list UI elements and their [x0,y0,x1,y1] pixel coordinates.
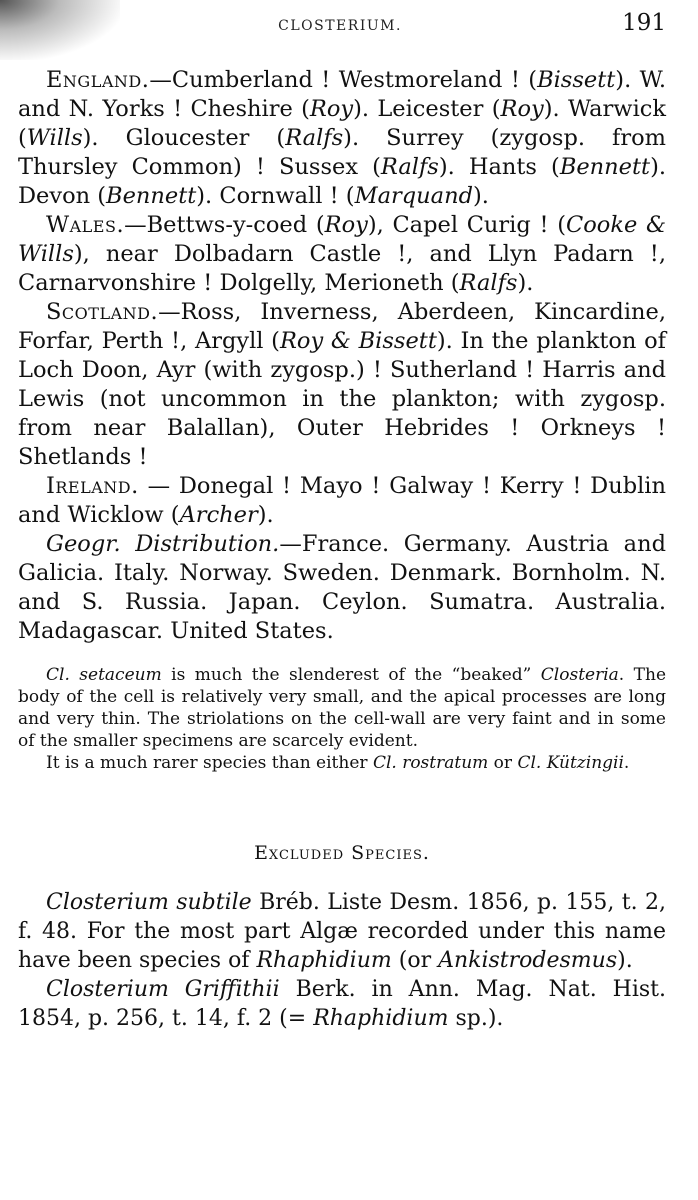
authority-roy: Roy [500,96,544,122]
entry-text: ). [617,948,633,973]
england-text: ). Hants ( [438,154,560,180]
england-text: —Cumberland ! Westmoreland ! ( [149,67,538,93]
scotland-text: —Ross, Inverness, Aberdeen, Kincardine, Forfar, Perth !, Argyll ( [18,299,666,354]
wales-paragraph [18,211,666,298]
distribution-section [18,66,666,646]
wales-text: ), near Dolbadarn Castle !, and Llyn Padarn !, Carnarvonshire ! Dolgelly, Merioneth ( [18,241,666,296]
species-name: Closterium subtile [46,890,252,915]
section-heading: Excluded Species. [254,842,430,864]
species-name: Closterium Griffithii [46,977,280,1002]
ireland-text: ). [257,502,274,528]
wales-label: Wales. [46,212,125,238]
england-text: ). [472,183,489,209]
england-text: ). Devon ( [18,154,666,209]
england-label: England. [46,67,150,93]
genus-name: Ankistrodesmus [438,948,618,973]
authority-roy-bissett: Roy & Bissett [279,328,437,354]
excluded-species-section [18,888,666,1033]
england-text: ). Warwick ( [18,96,666,151]
scotland-paragraph [18,298,666,472]
genus-name: Closteria [540,665,619,685]
wales-text: ), Capel Curig ! ( [367,212,567,238]
ireland-text: — Donegal ! Mayo ! Galway ! Kerry ! Dublin and Wicklow ( [18,473,666,528]
authority-ralfs: Ralfs [380,154,439,180]
entry-text: Berk. in Ann. Mag. Nat. Hist. 1854, p. 256, t. 14, f. 2 (= [18,977,666,1031]
note-paragraph [18,664,666,752]
wales-text: —Bettws-y-coed ( [124,212,325,238]
entry-text: (or [391,948,439,973]
entry-text: sp.). [448,1006,504,1031]
excluded-entry [18,975,666,1033]
england-text: ). Cornwall ! ( [196,183,355,209]
excluded-entry [18,888,666,975]
page-number: 191 [622,10,666,36]
entry-text: Bréb. Liste Desm. 1856, p. 155, t. 2, f. 48. For the most part Algæ recorded under this name have been species of [18,890,666,973]
note-text: . [623,753,630,773]
authority-bennett: Bennett [106,183,197,209]
england-text: ). Leicester ( [353,96,501,122]
note-text: or [488,753,518,773]
scotland-text: ). In the plankton of Loch Doon, Ayr (with zygosp.) ! Sutherland ! Harris and Lewis (not uncommon in the plankton; with zygosp. from near Balallan), Outer Hebrides ! Orkneys ! Shetlands ! [18,328,667,470]
genus-name: Rhaphidium [256,948,392,973]
note-text: . The body of the cell is relatively very small, and the apical processes are long and very thin. The striolations on the cell-wall are very faint and in some of the smaller specimens are scarcely evident. [18,665,667,751]
ireland-paragraph [18,472,666,530]
authority-ralfs: Ralfs [459,270,518,296]
authority-archer: Archer [179,502,258,528]
geographic-distribution-label: Geogr. Distribution. [46,531,280,557]
authority-bissett: Bissett [537,67,616,93]
page-header [18,10,666,50]
authority-cooke-wills: Cooke & Wills [18,212,667,267]
authority-ralfs: Ralfs [285,125,344,151]
book-page [18,10,666,1033]
running-head: CLOSTERIUM. [278,18,402,34]
authority-bennett: Bennett [559,154,651,180]
geographic-distribution-text: —France. Germany. Austria and Galicia. Italy. Norway. Sweden. Denmark. Bornholm. N. and S. Russia. Japan. Ceylon. Sumatra. Australia. Madagascar. United States. [18,531,666,644]
note-paragraph [18,752,666,774]
england-text: ). Surrey (zygosp. from Thursley Common) ! Sussex ( [18,125,666,180]
note-text: It is a much rarer species than either [46,753,373,773]
species-name: Cl. Kützingii [517,753,624,773]
authority-marquand: Marquand [354,183,473,209]
species-name: Cl. rostratum [372,753,489,773]
ireland-label: Ireland. [46,473,139,499]
note-text: is much the slenderest of the “beaked” [161,665,541,685]
wales-text: ). [517,270,534,296]
england-text: ). W. and N. Yorks ! Cheshire ( [18,67,666,122]
species-name: Cl. setaceum [46,665,162,685]
notes-section [18,664,666,774]
authority-roy: Roy [324,212,368,238]
genus-name: Rhaphidium [313,1006,449,1031]
authority-wills: Wills [26,125,83,151]
authority-roy: Roy [309,96,354,122]
geographic-distribution-paragraph [18,530,666,646]
england-paragraph [18,66,666,211]
scotland-label: Scotland. [46,299,159,325]
england-text: ). Gloucester ( [82,125,286,151]
